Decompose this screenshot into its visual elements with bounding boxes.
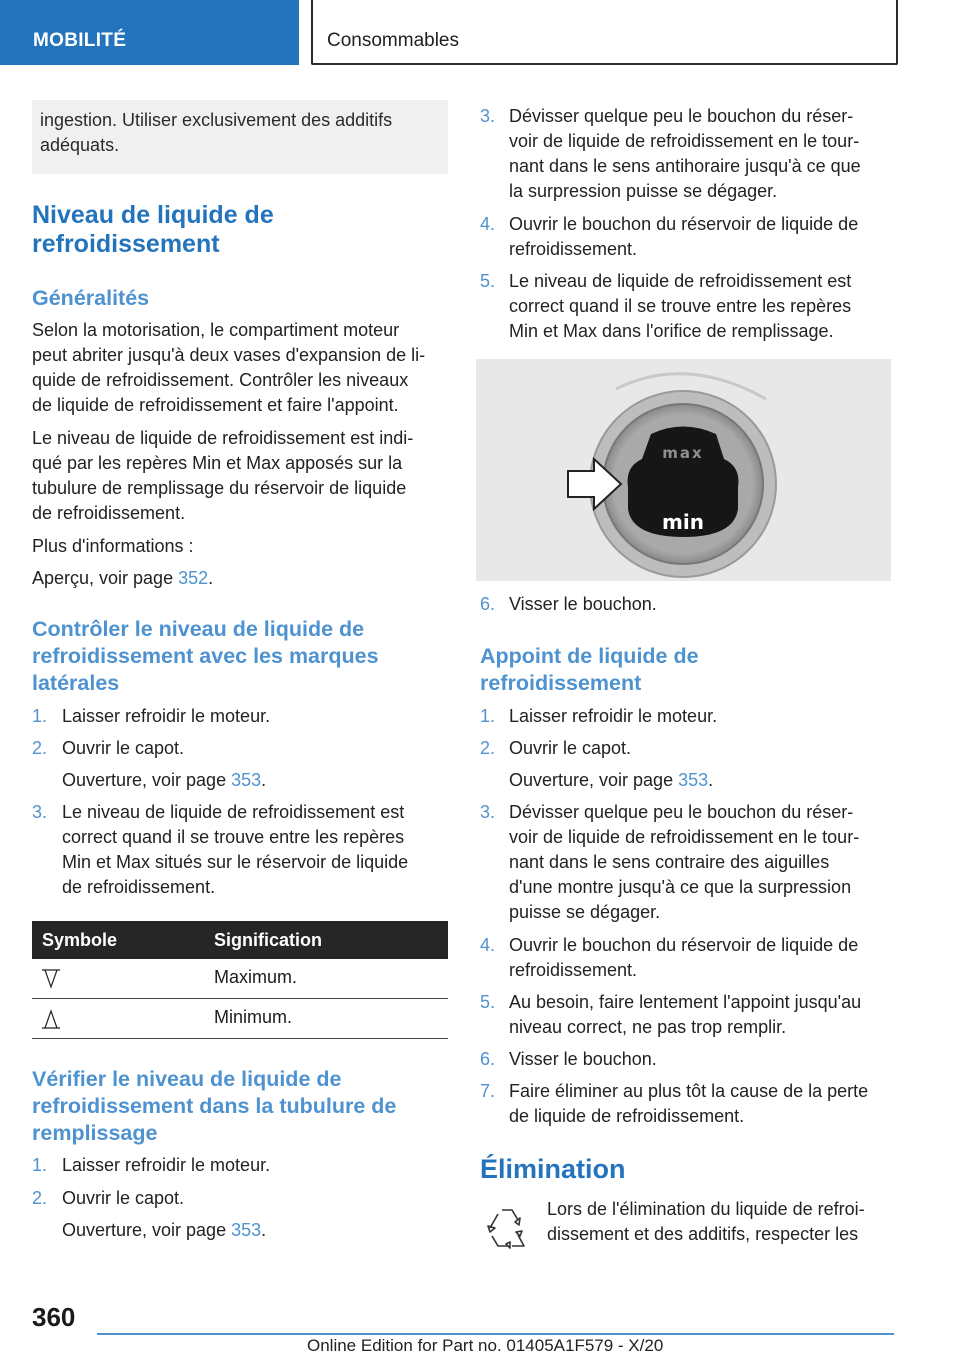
col-header-meaning: Signification [214,930,322,950]
step-text [509,933,858,983]
note-text: ingestion. Utiliser exclusivement des additifs adéquats. [40,110,393,155]
step-number: 2. [32,738,48,758]
table-row [32,999,448,1039]
title-line: Contrôler le niveau de liquide de [32,617,365,641]
text-line: Le niveau de liquide de refroidissement est [509,271,852,291]
step-text: Ouvrir le capot. [62,1188,185,1208]
min-mark-icon [41,1009,61,1029]
text-line: Le niveau de liquide de refroidissement est indi- [32,428,414,448]
text-line: nant dans le sens contraire des aiguilles [509,852,830,872]
text-line: de liquide de refroidissement. [509,1106,745,1126]
step-text: Visser le bouchon. [509,594,657,614]
text-line: quide de refroidissement. Contrôler les niveaux [32,370,409,390]
step-text: Laisser refroidir le moteur. [509,706,718,726]
text-line: Le niveau de liquide de refroidissement est [62,802,405,822]
text-line: qué par les repères Min et Max apposés sur la [32,453,403,473]
text-line: peut abriter jusqu'à deux vases d'expansion de li- [32,345,426,365]
text-line: Lors de l'élimination du liquide de refroi- [547,1199,865,1219]
text-line: dissement et des additifs, respecter les [547,1224,859,1244]
subtitle-verify [32,1066,396,1147]
step-number: 1. [480,706,496,726]
text-line: correct quand il se trouve entre les repères [509,296,852,316]
step-number: 5. [480,992,496,1012]
section-title-line: refroidissement [32,230,220,258]
page-link[interactable]: 353 [678,770,709,790]
text-line: Min et Max dans l'orifice de remplissage. [509,321,834,341]
max-marking: max [662,444,704,462]
step-number: 6. [480,594,496,614]
text-span: Ouverture, voir page [62,1220,232,1240]
paragraph-4 [32,566,213,591]
section-title [32,201,274,259]
step-text [509,269,851,344]
text-line: Ouvrir le bouchon du réservoir de liquide de [509,935,859,955]
text-line: de refroidissement. [32,503,186,523]
chapter-label: Consommables [327,30,459,51]
edition-text: Online Edition for Part no. 01405A1F579 - X/20 [307,1336,664,1355]
coolant-cap-photo [476,359,891,581]
step-text [509,1079,868,1129]
chapter-tab [311,0,898,65]
text-line: refroidissement. [509,960,638,980]
text-line: Dévisser quelque peu le bouchon du réser- [509,106,854,126]
note-box [32,100,448,174]
step-text: Ouvrir le capot. [509,738,632,758]
min-marking: min [662,510,704,534]
title-line: refroidissement avec les marques [32,644,379,668]
step-number: 4. [480,935,496,955]
col-header-symbol: Symbole [42,930,118,950]
step-text [62,800,408,900]
text-line: Selon la motorisation, le compartiment moteur [32,320,400,340]
coolant-filler-illustration [476,359,891,581]
section-label: MOBILITÉ [33,30,127,51]
section-title-line: Niveau de liquide de [32,201,274,229]
page-link[interactable]: 352 [178,568,209,588]
text-line: niveau correct, ne pas trop remplir. [509,1017,787,1037]
step-text: Ouverture, voir page 353. [509,770,714,790]
text-span: . [208,568,214,588]
step-number: 2. [32,1188,48,1208]
page-link[interactable]: 353 [231,1220,262,1240]
step-number: 3. [480,802,496,822]
max-mark-icon [41,969,61,989]
step-number: 1. [32,1155,48,1175]
table-cell: Minimum. [214,1007,293,1027]
table-header [32,921,448,959]
text-line: Faire éliminer au plus tôt la cause de la perte [509,1081,869,1101]
section-tab [0,0,299,65]
step-number: 2. [480,738,496,758]
step-number: 7. [480,1081,496,1101]
step-text [509,800,859,925]
subtitle-appoint [480,643,699,697]
text-line: Dévisser quelque peu le bouchon du réser- [509,802,854,822]
step-text: Laisser refroidir le moteur. [62,1155,271,1175]
step-number: 5. [480,271,496,291]
paragraph-1 [32,318,425,418]
symbol-table [32,921,448,1039]
text-line: voir de liquide de refroidissement en le tour- [509,827,860,847]
text-line: voir de liquide de refroidissement en le tour- [509,131,860,151]
elimination-title: Élimination [480,1154,626,1184]
page-number: 360 [32,1302,76,1332]
title-line: Vérifier le niveau de liquide de [32,1067,342,1091]
text-line: d'une montre jusqu'à ce que la surpression [509,877,852,897]
step-text: Visser le bouchon. [509,1049,657,1069]
text-line: Min et Max situés sur le réservoir de liquide [62,852,409,872]
step-text: Ouverture, voir page 353. [62,1220,267,1240]
elimination-text [547,1197,865,1247]
table-row [32,959,448,999]
title-line: refroidissement [480,671,642,695]
subtitle-generalites: Généralités [32,286,150,310]
step-text [509,990,861,1040]
title-line: remplissage [32,1121,158,1145]
table-cell: Maximum. [214,967,298,987]
text-span: Ouverture, voir page [62,770,232,790]
step-text: Ouverture, voir page 353. [62,770,267,790]
step-text: Laisser refroidir le moteur. [62,706,271,726]
page-link[interactable]: 353 [231,770,262,790]
step-number: 3. [32,802,48,822]
text-line: Au besoin, faire lentement l'appoint jusqu'au [509,992,862,1012]
text-span: Aperçu, voir page [32,568,179,588]
text-line: refroidissement. [509,239,638,259]
text-line: correct quand il se trouve entre les repères [62,827,405,847]
title-line: latérales [32,671,120,695]
step-text [509,212,858,262]
recycle-icon [482,1204,532,1254]
text-line: puisse se dégager. [509,902,661,922]
text-line: Ouvrir le bouchon du réservoir de liquide de [509,214,859,234]
text-span: Ouverture, voir page [509,770,679,790]
step-number: 4. [480,214,496,234]
text-line: nant dans le sens antihoraire jusqu'à ce que [509,156,861,176]
step-number: 6. [480,1049,496,1069]
title-line: Appoint de liquide de [480,644,699,668]
text-line: de refroidissement. [62,877,216,897]
paragraph-3: Plus d'informations : [32,536,194,556]
text-line: la surpression puisse se dégager. [509,181,778,201]
step-number: 3. [480,106,496,126]
subtitle-control [32,616,379,697]
step-text: Ouvrir le capot. [62,738,185,758]
step-number: 1. [32,706,48,726]
text-line: tubulure de remplissage du réservoir de liquide [32,478,407,498]
title-line: refroidissement dans la tubulure de [32,1094,397,1118]
text-line: de liquide de refroidissement et faire l'appoint. [32,395,399,415]
footer-divider [97,1333,894,1335]
paragraph-2 [32,426,413,526]
step-text [509,104,861,204]
